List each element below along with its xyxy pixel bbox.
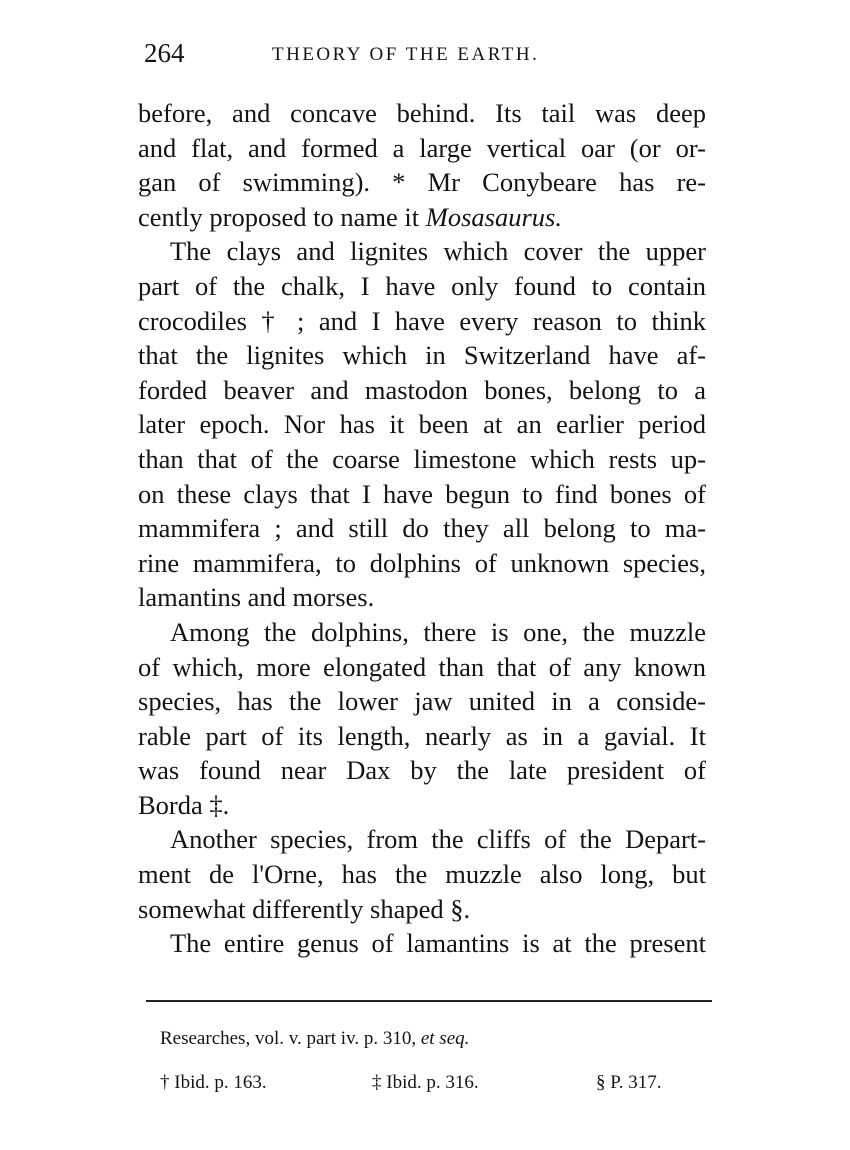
page-number: 264	[144, 38, 185, 68]
text-line: that the lignites which in Switzerland have af-	[138, 340, 706, 371]
paragraph-start-line: The clays and lignites which cover the upper	[170, 236, 706, 267]
running-title: THEORY OF THE EARTH.	[272, 44, 540, 65]
text-line: lamantins and morses.	[138, 582, 375, 613]
footnote-2: † Ibid. p. 163.	[160, 1072, 267, 1093]
text-line: than that of the coarse limestone which rests up-	[138, 443, 706, 474]
text-span: cently proposed to name it	[138, 201, 426, 232]
footnote-italic: et seq.	[420, 1028, 470, 1049]
footnote-1	[160, 1028, 469, 1050]
page-header	[0, 38, 850, 72]
text-line: gan of swimming). * Mr Conybeare has re-	[138, 167, 706, 198]
text-line: rine mammifera, to dolphins of unknown species,	[138, 547, 706, 578]
paragraph-start-line: Another species, from the cliffs of the Depart-	[170, 824, 706, 855]
text-line: and flat, and formed a large vertical oar (or or-	[138, 132, 706, 163]
text-line: forded beaver and mastodon bones, belong to a	[138, 374, 706, 405]
footnote-3: ‡ Ibid. p. 316.	[372, 1072, 479, 1093]
text-line: ment de l'Orne, has the muzzle also long, but	[138, 859, 706, 890]
text-line: of which, more elongated than that of any known	[138, 651, 706, 682]
text-line: Borda ‡.	[138, 789, 230, 820]
text-line: mammifera ; and still do they all belong to ma-	[138, 513, 706, 544]
text-line: part of the chalk, I have only found to contain	[138, 270, 706, 301]
text-line: rable part of its length, nearly as in a gavial. It	[138, 720, 706, 751]
text-line: was found near Dax by the late president of	[138, 755, 706, 786]
body-text	[138, 96, 706, 961]
italic-term: Mosasaurus.	[425, 201, 562, 232]
text-line: crocodiles † ; and I have every reason to think	[138, 305, 706, 336]
text-line: on these clays that I have begun to find bones of	[138, 478, 706, 509]
text-line: later epoch. Nor has it been at an earlier period	[138, 409, 706, 440]
text-line: somewhat differently shaped §.	[138, 893, 471, 924]
text-line: species, has the lower jaw united in a conside-	[138, 686, 706, 717]
footnote-text: Researches, vol. v. part iv. p. 310,	[160, 1028, 421, 1049]
paragraph-start-line: The entire genus of lamantins is at the present	[170, 928, 706, 959]
paragraph-start-line: Among the dolphins, there is one, the muzzle	[170, 616, 706, 647]
footnote-4: § P. 317.	[596, 1072, 662, 1093]
footnote-rule	[146, 1000, 712, 1002]
text-line	[138, 200, 706, 235]
text-line: before, and concave behind. Its tail was deep	[138, 98, 706, 128]
footnote-row	[160, 1072, 700, 1098]
